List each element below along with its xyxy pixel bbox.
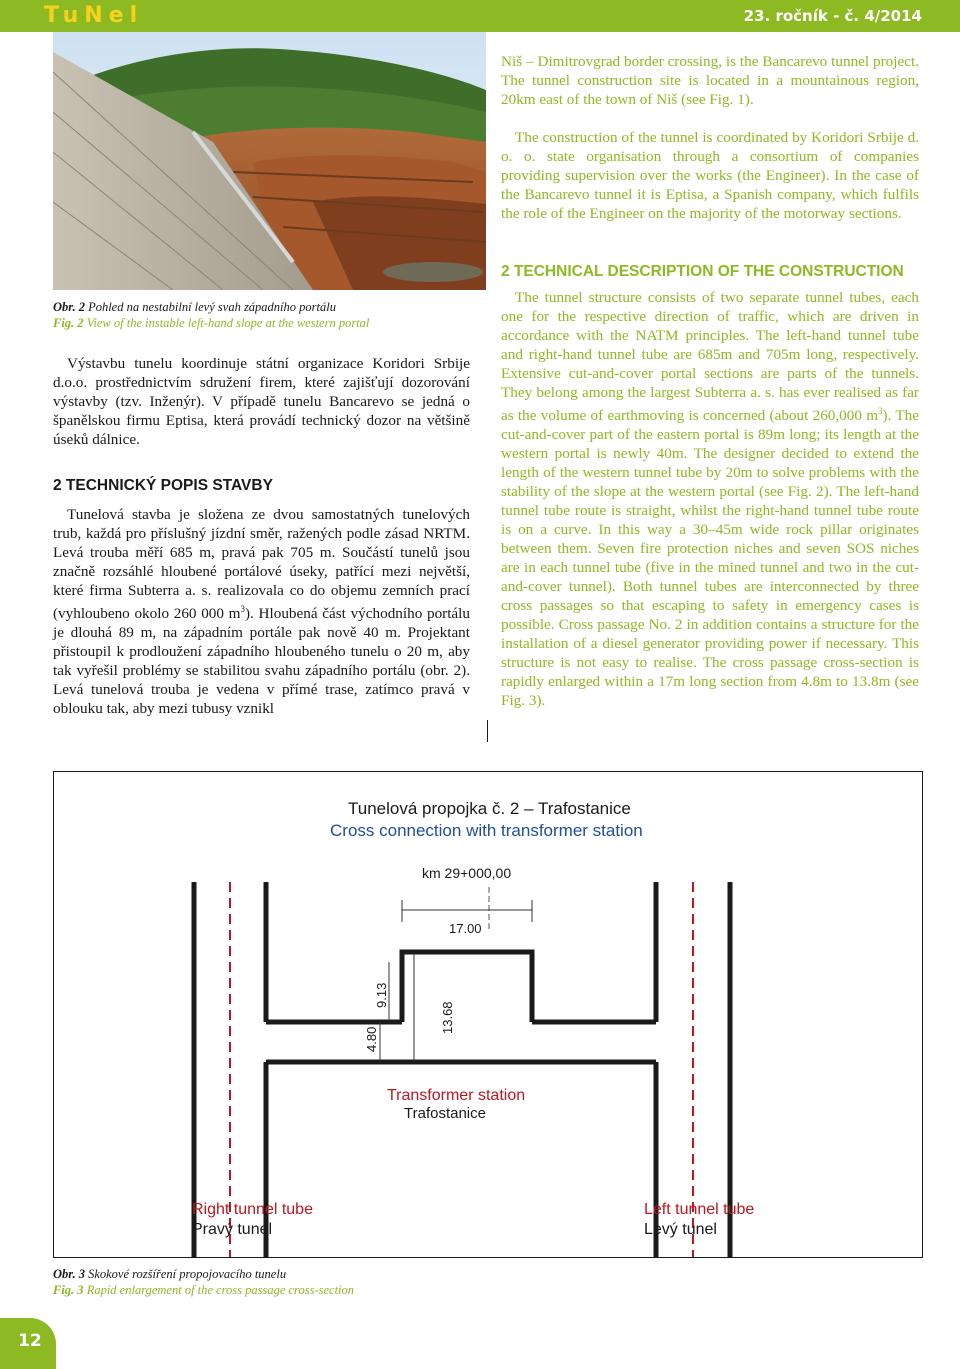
fig2-caption-en-label: Fig. 2 bbox=[53, 316, 84, 330]
fig3-station-en: Transformer station bbox=[387, 1087, 526, 1104]
cz-body-superscript: 3 bbox=[240, 604, 245, 614]
cz-intro-paragraph: Výstavbu tunelu koordinuje státní organizace Koridori Srbije d.o.o. prostřednictvím sdružení firem, které zajišťují dozorování výstavby (tzv. Inženýr). V případě tunelu Bancarevo se jedná o španělskou firmu Eptisa, která provádí technický dozor na většině úseků dálnice. bbox=[53, 355, 470, 448]
fig3-left-tube-cz: Levý tunel bbox=[644, 1221, 717, 1238]
fig3-enlarged-section bbox=[402, 952, 532, 1022]
cz-section-heading: 2 TECHNICKÝ POPIS STAVBY bbox=[53, 477, 273, 494]
en-body-part-a: The tunnel structure consists of two separate tunnel tubes, each one for the respective direction of traffic, which are driven in accordance with the NATM principles. The left-hand tunnel tube and right-hand tunnel tube are 685m and 705m long, respectively. Extensive cut-and-cover portal sections are parts of the tunnels. They belong among the largest Subterra a. s. has ever realised as far as the volume of earthmoving is concerned (about 260,000 m bbox=[501, 289, 919, 425]
fig3-caption-cz-label: Obr. 3 bbox=[53, 1267, 85, 1281]
fig3-right-tube-cz: Pravý tunel bbox=[192, 1221, 273, 1238]
en-top-paragraph-2: The construction of the tunnel is coordinated by Koridori Srbije d. o. o. state organisation through a consortium of companies providing supervision over the works (the Engineer). In the case of the Bancarevo tunnel it is Eptisa, a Spanish company, which fulfils the role of the Engineer on the majority of the motorway sections. bbox=[501, 129, 919, 222]
page-number: 12 bbox=[18, 1331, 42, 1351]
journal-logo: TuNel bbox=[44, 3, 144, 28]
fig3-caption-en bbox=[53, 1282, 653, 1298]
en-body-superscript: 3 bbox=[878, 406, 883, 416]
en-body-part-b: ). The cut-and-cover part of the eastern portal is 89m long; its length at the western portal is newly 40m. The designer decided to extend the length of the western tunnel tube by 20m to solve problems with the stability of the slope at the western portal (see Fig. 2). The left-hand tunnel tube route is straight, whilst the right-hand tunnel tube route is on a curve. In this way a 30–45m wide rock pillar originates between them. Seven fire protection niches and seven SOS niches are in each tunnel tube (five in the mined tunnel and two in the cut-and-cover tunnel). Both tunnel tubes are interconnected by three cross passages so that escaping to safety in emergency cases is possible. Cross passage No. 2 in addition contains a structure for the installation of a diesel generator providing power if necessary. This structure is not easy to realise. The cross passage cross-section is rapidly enlarged within a 17m long section from 4.8m to 13.8m (see Fig. 3). bbox=[501, 407, 920, 710]
fig3-left-tube-en: Left tunnel tube bbox=[644, 1201, 755, 1218]
fig3-dim-1368-label: 13.68 bbox=[440, 1001, 455, 1034]
fig3-title-cz: Tunelová propojka č. 2 – Trafostanice bbox=[348, 799, 631, 818]
fig2-caption-en bbox=[53, 315, 483, 331]
fig2-caption-cz-text: Pohled na nestabilní levý svah západního portálu bbox=[88, 300, 336, 314]
column-divider bbox=[487, 720, 488, 742]
fig3-caption-cz-text: Skokové rozšíření propojovacího tunelu bbox=[88, 1267, 287, 1281]
cz-body-part-b: ). Hloubená část východního portálu je dlouhá 89 m, na západním portále pak nově 40 m. Projektant přistoupil k prodloužení západního hloubeného tunelu o 20 m, aby tak vyřešil problémy se stabilitou svahu západního portálu (obr. 2). Levá tunelová trouba je vedena v přímé trase, zatímco pravá v oblouku tak, aby mezi tubusy vznikl bbox=[53, 605, 470, 718]
fig3-diagram bbox=[54, 772, 922, 1257]
fig2-caption-cz-label: Obr. 2 bbox=[53, 300, 85, 314]
fig3-caption-cz bbox=[53, 1266, 653, 1282]
cz-body-part-a: Tunelová stavba je složena ze dvou samostatných tunelových trub, každá pro příslušný jízdní směr, ražených podle zásad NRTM. Levá trouba měří 685 m, pravá pak 705 m. Součástí tunelů jsou značně rozsáhlé hloubené portálové úseky, patřící mezi největší, které firma Subterra a. s. realizovala co do objemu zemních prací (vyhloubeno okolo 260 000 m bbox=[53, 506, 470, 623]
fig3-chainage: km 29+000,00 bbox=[422, 865, 512, 881]
en-section-heading: 2 TECHNICAL DESCRIPTION OF THE CONSTRUCTION bbox=[501, 263, 904, 280]
photo-western-portal-slope bbox=[53, 32, 486, 290]
fig3-station-cz: Trafostanice bbox=[404, 1105, 486, 1122]
fig2-caption-cz bbox=[53, 299, 483, 315]
fig3-dim-480-label: 4.80 bbox=[364, 1026, 379, 1052]
slope-photo bbox=[53, 32, 486, 290]
fig3-dim-913-label: 9.13 bbox=[374, 982, 389, 1008]
fig3-right-tube-en: Right tunnel tube bbox=[192, 1201, 313, 1218]
fig3-dim-17-label: 17.00 bbox=[449, 921, 482, 936]
cz-body-paragraph bbox=[53, 505, 470, 718]
en-top-paragraph-1: Niš – Dimitrovgrad border crossing, is the Bancarevo tunnel project. The tunnel construction site is located in a mountainous region, 20km east of the town of Niš (see Fig. 1). bbox=[501, 53, 919, 108]
fig3-caption-en-text: Rapid enlargement of the cross passage cross-section bbox=[86, 1283, 355, 1297]
fig3-caption-en-label: Fig. 3 bbox=[53, 1283, 84, 1297]
header-bar bbox=[0, 0, 960, 32]
issue-label: 23. ročník - č. 4/2014 bbox=[743, 7, 922, 25]
fig3-frame bbox=[53, 771, 923, 1258]
page-number-badge bbox=[0, 1318, 56, 1369]
en-body-paragraph bbox=[501, 288, 919, 710]
fig3-title-en: Cross connection with transformer station bbox=[330, 821, 643, 840]
fig2-caption-en-text: View of the instable left-hand slope at the western portal bbox=[86, 316, 370, 330]
